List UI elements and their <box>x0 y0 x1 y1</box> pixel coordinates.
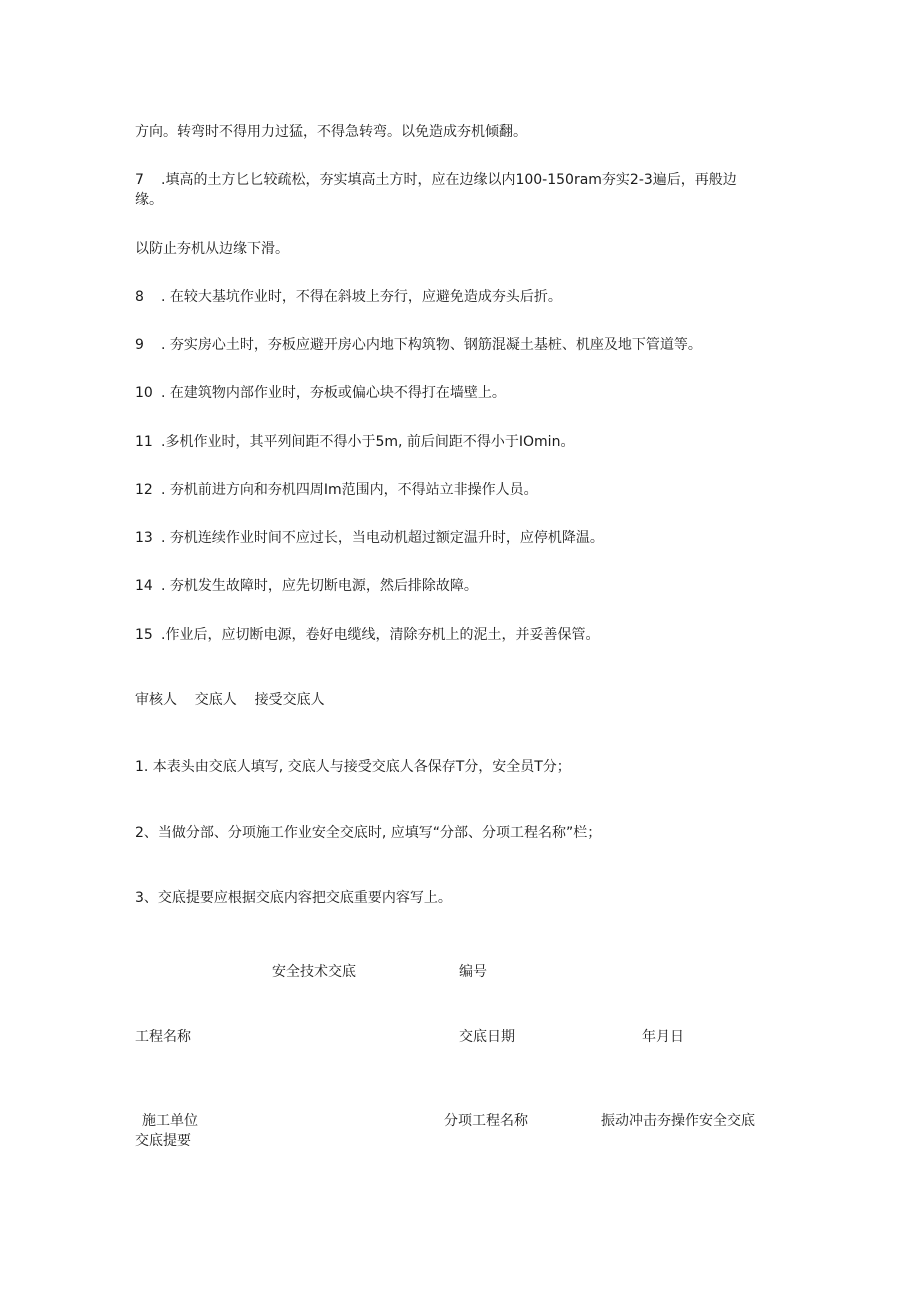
item-number: 9 <box>135 337 144 353</box>
item-text: . 夯机发生故障时，应先切断电源，然后排除故障。 <box>161 578 478 594</box>
item-number: 12 <box>135 482 153 498</box>
paragraph-item-7-wrap: 缘。 <box>135 192 163 208</box>
item-text: .填高的土方匕匕较疏松，夯实填高土方时，应在边缘以内100-150ram夯实2-3遍后，再般边 <box>161 172 737 188</box>
item-number: 8 <box>135 289 144 305</box>
date-label: 交底日期 <box>459 1029 515 1045</box>
paragraph-item-7-tail: 以防止夯机从边缘下滑。 <box>135 241 289 257</box>
item-text: . 夯机前进方向和夯机四周Im范围内，不得站立非操作人员。 <box>161 482 538 498</box>
paragraph-item-13 <box>135 528 604 548</box>
unit-label: 施工单位 <box>142 1113 198 1129</box>
date-value: 年月日 <box>642 1029 684 1045</box>
item-text: . 在建筑物内部作业时，夯板或偏心块不得打在墙壁上。 <box>161 385 506 401</box>
note-3: 3、交底提要应根据交底内容把交底重要内容写上。 <box>135 890 452 906</box>
item-text: . 夯机连续作业时间不应过长，当电动机超过额定温升时，应停机降温。 <box>161 530 604 546</box>
subproject-label: 分项工程名称 <box>444 1113 528 1129</box>
paragraph-item-11 <box>135 432 574 452</box>
item-number: 7 <box>135 172 144 188</box>
paragraph-item-7 <box>135 170 737 190</box>
project-name-label: 工程名称 <box>135 1029 191 1045</box>
paragraph-item-14 <box>135 576 478 596</box>
paragraph-continuation: 方向。转弯时不得用力过猛，不得急转弯。以免造成夯机倾翻。 <box>135 124 527 140</box>
paragraph-item-10 <box>135 383 506 403</box>
summary-label: 交底提要 <box>135 1133 191 1149</box>
number-label: 编号 <box>459 964 487 980</box>
note-2: 2、当做分部、分项施工作业安全交底时, 应填写“分部、分项工程名称”栏； <box>135 825 602 841</box>
item-number: 15 <box>135 627 153 643</box>
item-text: . 夯实房心土时，夯板应避开房心内地下构筑物、钢筋混凝土基桩、机座及地下管道等。 <box>161 337 702 353</box>
paragraph-item-15 <box>135 625 599 645</box>
paragraph-item-12 <box>135 480 538 500</box>
note-1: 1. 本表头由交底人填写, 交底人与接受交底人各保存T分，安全员T分； <box>135 759 571 775</box>
subproject-value: 振动冲击夯操作安全交底 <box>601 1113 755 1129</box>
paragraph-item-8 <box>135 287 562 307</box>
item-text: .作业后，应切断电源，卷好电缆线，清除夯机上的泥土，并妥善保管。 <box>161 627 600 643</box>
item-number: 10 <box>135 385 153 401</box>
item-number: 13 <box>135 530 153 546</box>
item-text: . 在较大基坑作业时，不得在斜坡上夯行，应避免造成夯头后折。 <box>161 289 562 305</box>
item-text: .多机作业时，其平列间距不得小于5m, 前后间距不得小于IOmin。 <box>161 434 575 450</box>
paragraph-item-9 <box>135 335 702 355</box>
item-number: 11 <box>135 434 153 450</box>
form-title: 安全技术交底 <box>272 964 356 980</box>
signature-line: 审核人 交底人 接受交底人 <box>135 692 325 708</box>
item-number: 14 <box>135 578 153 594</box>
